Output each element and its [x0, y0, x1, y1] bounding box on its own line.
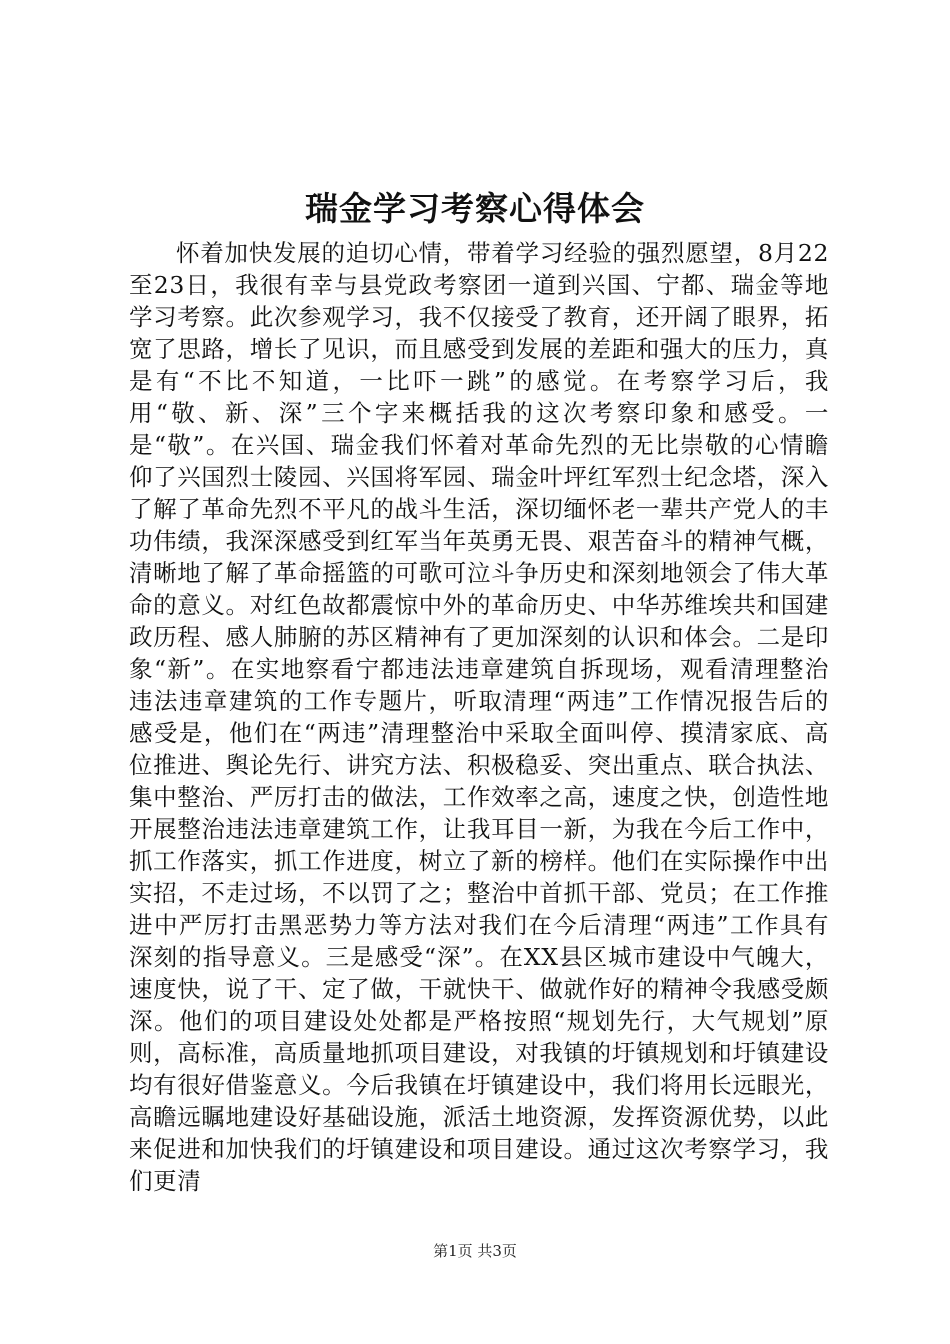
document-title: 瑞金学习考察心得体会	[305, 189, 645, 228]
body-paragraph: 怀着加快发展的迫切心情，带着学习经验的强烈愿望，8月22至23日，我很有幸与县党政考察团一道到兴国、宁都、瑞金等地学习考察。此次参观学习，我不仅接受了教育，还开阔了眼界，拓宽了思路，增长了见识，而且感受到发展的差距和强大的压力，真是有“不比不知道，一比吓一跳”的感觉。在考察学习后，我用“敬、新、深”三个字来概括我的这次考察印象和感受。一是“敬”。在兴国、瑞金我们怀着对革命先烈的无比崇敬的心情瞻仰了兴国烈士陵园、兴国将军园、瑞金叶坪红军烈士纪念塔，深入了解了革命先烈不平凡的战斗生活，深切缅怀老一辈共产党人的丰功伟绩，我深深感受到红军当年英勇无畏、艰苦奋斗的精神气概，清晰地了解了革命摇篮的可歌可泣斗争历史和深刻地领会了伟大革命的意义。对红色故都震惊中外的革命历史、中华苏维埃共和国建政历程、感人肺腑的苏区精神有了更加深刻的认识和体会。二是印象“新”。在实地察看宁都违法违章建筑自拆现场，观看清理整治违法违章建筑的工作专题片，听取清理“两违”工作情况报告后的感受是，他们在“两违”清理整治中采取全面叫停、摸清家底、高位推进、舆论先行、讲究方法、积极稳妥、突出重点、联合执法、集中整治、严厉打击的做法，工作效率之高，速度之快，创造性地开展整治违法违章建筑工作，让我耳目一新，为我在今后工作中，抓工作落实，抓工作进度，树立了新的榜样。他们在实际操作中出实招，不走过场，不以罚了之；整治中首抓干部、党员；在工作推进中严厉打击黑恶势力等方法对我们在今后清理“两违”工作具有深刻的指导意义。三是感受“深”。在XX县区城市建设中气魄大，速度快，说了干、定了做，干就快干、做就作好的精神令我感受颇深。他们的项目建设处处都是严格按照“规划先行，大气规划”原则，高标准，高质量地抓项目建设，对我镇的圩镇规划和圩镇建设均有很好借鉴意义。今后我镇在圩镇建设中，我们将用长远眼光，高瞻远瞩地建设好基础设施，派活土地资源，发挥资源优势，以此来促进和加快我们的圩镇建设和项目建设。通过这次考察学习，我们更清	[129, 239, 829, 1195]
page-footer: 第1页 共3页	[433, 1242, 517, 1260]
